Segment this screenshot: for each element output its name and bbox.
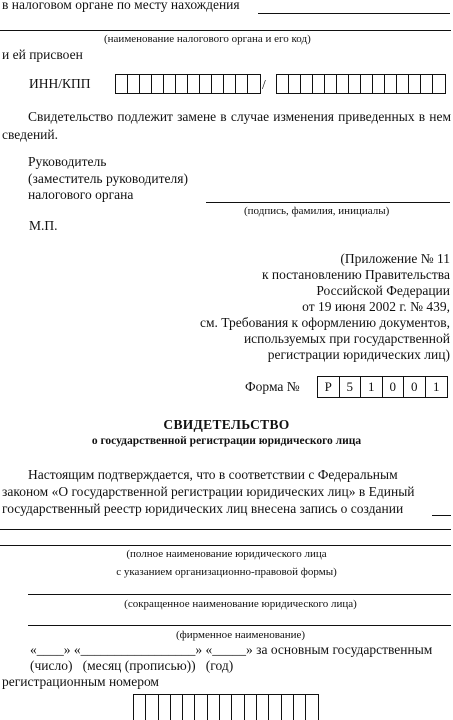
appendix-line-3: Российской Федерации bbox=[316, 283, 450, 298]
short-name-caption: (сокращенное наименование юридического лица) bbox=[124, 598, 357, 610]
form-number-label: Форма № bbox=[245, 379, 300, 394]
form-code-cell: 1 bbox=[433, 379, 440, 394]
form-code-cell: 0 bbox=[383, 377, 405, 397]
registration-date-row: «____» «_________________» «_____» за основным государственным bbox=[30, 642, 433, 657]
brand-name-line bbox=[28, 625, 451, 626]
full-name-line-1 bbox=[0, 529, 451, 530]
deputy-label: (заместитель руководителя) bbox=[28, 171, 188, 186]
appendix-line-7: регистрации юридических лиц) bbox=[267, 347, 450, 362]
form-code-cell: Р bbox=[318, 377, 340, 397]
ogrn-boxes bbox=[133, 694, 319, 720]
reg-number-label: регистрационным номером bbox=[2, 674, 159, 689]
inn-kpp-label: ИНН/КПП bbox=[29, 76, 91, 91]
assigned-label: и ей присвоен bbox=[2, 47, 83, 62]
appendix-line-2: к постановлению Правительства bbox=[261, 267, 450, 282]
kpp-boxes bbox=[276, 74, 446, 94]
tax-name-caption: (наименование налогового органа и его код) bbox=[104, 33, 311, 45]
certificate-subtitle: о государственной регистрации юридического лица bbox=[91, 435, 362, 447]
appendix-line-6: используемых при государственной bbox=[243, 331, 450, 346]
registration-date-captions: (число) (месяц (прописью)) (год) bbox=[30, 658, 234, 673]
tax-location-label: в налоговом органе по месту нахождения bbox=[2, 0, 240, 12]
appendix-line-4: от 19 июня 2002 г. № 439, bbox=[302, 299, 450, 314]
creation-blank-end bbox=[432, 515, 451, 516]
replacement-notice: Свидетельство подлежит замене в случае изменения приведенных в нем сведений. bbox=[2, 109, 451, 142]
form-code-cell: 0 bbox=[404, 377, 426, 397]
tax-authority-blank-line-2 bbox=[0, 30, 451, 31]
signature-line bbox=[206, 202, 450, 203]
full-name-caption-2: с указанием организационно-правовой формы) bbox=[116, 566, 337, 578]
form-code-cell: 1 bbox=[361, 377, 383, 397]
tax-authority-blank-line bbox=[258, 13, 450, 14]
certificate-title: СВИДЕТЕЛЬСТВО bbox=[163, 417, 290, 432]
short-name-line bbox=[28, 594, 451, 595]
full-name-line-2 bbox=[0, 545, 451, 546]
signature-caption: (подпись, фамилия, инициалы) bbox=[244, 205, 390, 217]
tax-authority-label: налогового органа bbox=[28, 187, 134, 202]
inn-separator: / bbox=[262, 77, 266, 92]
inn-boxes bbox=[115, 74, 261, 94]
full-name-caption-1: (полное наименование юридического лица bbox=[126, 548, 327, 560]
appendix-line-1: (Приложение № 11 bbox=[340, 251, 450, 266]
appendix-line-5: см. Требования к оформлению документов, bbox=[199, 315, 450, 330]
certificate-body-line-2: законом «О государственной регистрации юридических лиц» в Единый bbox=[2, 484, 415, 499]
form-code-cells bbox=[317, 376, 448, 398]
certificate-body-line-3: государственный реестр юридических лиц внесена запись о создании bbox=[2, 501, 404, 516]
brand-name-caption: (фирменное наименование) bbox=[175, 629, 306, 641]
form-code-cell: 5 bbox=[340, 377, 362, 397]
certificate-body-line-1: Настоящим подтверждается, что в соответствии с Федеральным bbox=[28, 467, 398, 482]
stamp-label: М.П. bbox=[29, 218, 58, 233]
head-label: Руководитель bbox=[28, 154, 107, 169]
